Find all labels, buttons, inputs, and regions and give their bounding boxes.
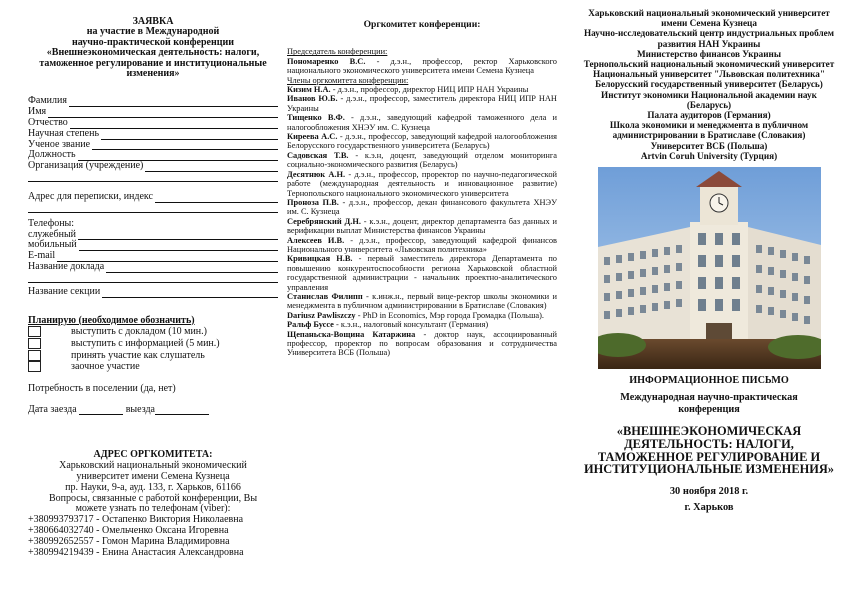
option-report[interactable]: выступить с докладом (10 мин.) xyxy=(28,326,278,338)
committee-member: Щепаньска-Вощина Катаржина - доктор наук, ассоциированный профессор, проректор по вопросам образования и сотрудничества Университета ВСБ (Польша) xyxy=(287,329,557,358)
checkbox[interactable] xyxy=(28,361,41,372)
checkbox[interactable] xyxy=(28,338,41,349)
option-info[interactable]: выступить с информацией (5 мин.) xyxy=(28,338,278,350)
contact-phones xyxy=(28,515,278,558)
personal-fields xyxy=(28,96,278,182)
field-work-phone[interactable]: служебный xyxy=(28,230,278,241)
checkbox[interactable] xyxy=(28,350,41,361)
committee-member: Алексеев И.В. - д.э.н., профессор, заведующий кафедрой финансов Национального университета «Львовская политехника» xyxy=(287,235,557,254)
contact-line: +380664032740 - Омельченко Оксана Игоревна xyxy=(28,524,229,536)
conference-date: 30 ноября 2018 г. xyxy=(669,486,749,498)
contact-line: +380993793717 - Остапенко Виктория Николаевна xyxy=(28,514,244,526)
application-form-column xyxy=(28,0,278,558)
committee-member: Тищенко В.Ф. - д.э.н., заведующий кафедрой таможенного дела и налогообложения ХНЭУ им. С. Кузнеца xyxy=(287,113,557,132)
contact-line: +380992652557 - Гомон Марина Владимировна xyxy=(28,535,230,547)
field-organization-cont[interactable] xyxy=(28,172,278,182)
field-organization[interactable]: Организация (учреждение) xyxy=(28,161,278,172)
field-academic-title[interactable]: Ученое звание xyxy=(28,140,278,151)
field-address-cont[interactable] xyxy=(28,203,278,213)
field-address[interactable]: Адрес для переписки, индекс xyxy=(28,192,278,203)
contact-line: +380994219439 - Енина Анастасия Александровна xyxy=(28,546,244,558)
conference-title: «ВНЕШНЕЭКОНОМИЧЕСКАЯ ДЕЯТЕЛЬНОСТЬ: НАЛОГИ, ТАМОЖЕННОЕ РЕГУЛИРОВАНИЕ И ИНСТИТУЦИОНАЛЬНЫЕ ИЗМЕНЕНИЯ» xyxy=(583,424,835,477)
dates-row: Дата заезда выезда xyxy=(28,405,278,416)
conference-type: Международная научно-практическая конференция xyxy=(620,392,798,415)
conference-city: г. Харьков xyxy=(684,502,734,514)
orgcommittee-title: Оргкомитет конференции: xyxy=(363,19,481,30)
committee-member: Садовская Т.В. - к.э.н, доцент, заведующий отделом мониторинга социально-экономического развития (Беларусь) xyxy=(287,150,557,170)
field-position[interactable]: Должность xyxy=(28,150,278,161)
option-listener[interactable]: принять участие как слушатель xyxy=(28,350,278,362)
committee-member: Серебрянский Д.Н. - к.э.н., доцент, директор департамента баз данных и верификации выплат Министерства финансов Украины xyxy=(287,216,557,236)
members-label: Члены оргкомитета конференции: xyxy=(287,75,409,85)
orgcommittee-column xyxy=(287,0,557,358)
zayavka-heading: ЗАЯВКА xyxy=(132,16,174,27)
field-patronymic[interactable]: Отчество xyxy=(28,118,278,129)
committee-member: Иванов Ю.Б. - д.э.н., профессор, заместитель директора НИЦ ИПР НАН Украины xyxy=(287,94,557,113)
field-mobile[interactable]: мобильный xyxy=(28,240,278,251)
field-surname[interactable]: Фамилия xyxy=(28,96,278,107)
phones-label: Телефоны: xyxy=(28,217,75,229)
chair-label: Председатель конференции: xyxy=(287,47,388,57)
field-degree[interactable]: Научная степень xyxy=(28,129,278,140)
field-name[interactable]: Имя xyxy=(28,107,278,118)
committee-member: Десятнюк А.Н. - д.э.н., профессор, проректор по научно-педагогической работе (международная деятельность и инновационное развитие) Тернопольского национального экономического университета xyxy=(287,169,557,198)
field-section[interactable]: Название секции xyxy=(28,287,278,298)
committee-member: Кизим Н.А. - д.э.н., профессор, директор НИЦ ИПР НАН Украины xyxy=(287,85,529,95)
info-letter-heading: ИНФОРМАЦИОННОЕ ПИСЬМО xyxy=(629,375,789,387)
phone-fields xyxy=(28,219,278,298)
committee-member: Станислав Филипп - к.инж.н., первый вице-ректор школы экономики и менеджмента в публичном администрировании в Братиславе (Словакия) xyxy=(287,291,557,311)
committee-member: Кривицкая Н.В. - первый заместитель директора Департамента по повышению конкурентоспособности региона Харьковской областной государственной администрации - начальник проектно-аналитического управления xyxy=(287,254,557,292)
committee-member: Dariusz Pawliszczy - PhD in Economics, Мэр города Громадка (Польша). xyxy=(287,310,545,320)
participation-options xyxy=(28,316,278,373)
orgcommittee-address: АДРЕС ОРГКОМИТЕТА: Харьковский национальный экономический университет имени Семена Кузнеца пр. Науки, 9-а, ауд. 133, г. Харьков, 61166 Вопросы, связанные с работой конференции, Вы можете узнать по телефонам (viber): xyxy=(28,450,278,515)
checkbox[interactable] xyxy=(28,326,41,337)
cover-column xyxy=(578,0,840,514)
application-title: ЗАЯВКА на участие в Международной научно-практической конференции «Внешнеэкономическая деятельность: налоги, таможенное регулирование и институциональные изменения» xyxy=(28,17,278,79)
committee-member: Ральф Буссе - к.э.н., налоговый консультант (Германия) xyxy=(287,320,489,330)
field-email[interactable]: E-mail xyxy=(28,251,278,262)
field-report-title[interactable]: Название доклада xyxy=(28,262,278,273)
organizers-list: Харьковский национальный экономический университет имени Семена Кузнеца Научно-исследовательский центр индустриальных проблем развития НАН Украины Министерство финансов Украины Тернопольский национальный экономический университет Национальный университет "Львовская политехника" Белорусский государственный университет (Беларусь) Институт экономики Национальной академии наук (Беларусь) Палата аудиторов (Германия) Школа экономики и менеджмента в публичном администрировании в Братиславе (Словакия) Университет ВСБ (Польша) Artvin Coruh University (Турция) xyxy=(583,8,835,161)
committee-member: Пономаренко В.С. - д.э.н., профессор, ректор Харьковского национального экономического университета имени Семена Кузнеца xyxy=(287,56,557,76)
committee-member: Проноза П.В. - д.э.н., профессор, декан финансового факультета ХНЭУ им. С. Кузнеца xyxy=(287,197,558,217)
committee-member: Киреева А.С. - д.э.н., профессор, заведующий кафедрой налогообложения Белорусского государственного университета (Беларусь) xyxy=(287,132,557,151)
plan-title: Планирую (необходимое обозначить) xyxy=(28,314,195,326)
address-field-block xyxy=(28,192,278,213)
address-title: АДРЕС ОРГКОМИТЕТА: xyxy=(93,449,213,461)
hotel-need: Потребность в поселении (да, нет) xyxy=(28,382,176,394)
arrival-date-blank[interactable] xyxy=(79,405,123,415)
university-building-photo xyxy=(598,167,821,369)
option-remote[interactable]: заочное участие xyxy=(28,361,278,373)
departure-date-blank[interactable] xyxy=(155,405,209,415)
field-report-title-cont[interactable] xyxy=(28,273,278,283)
